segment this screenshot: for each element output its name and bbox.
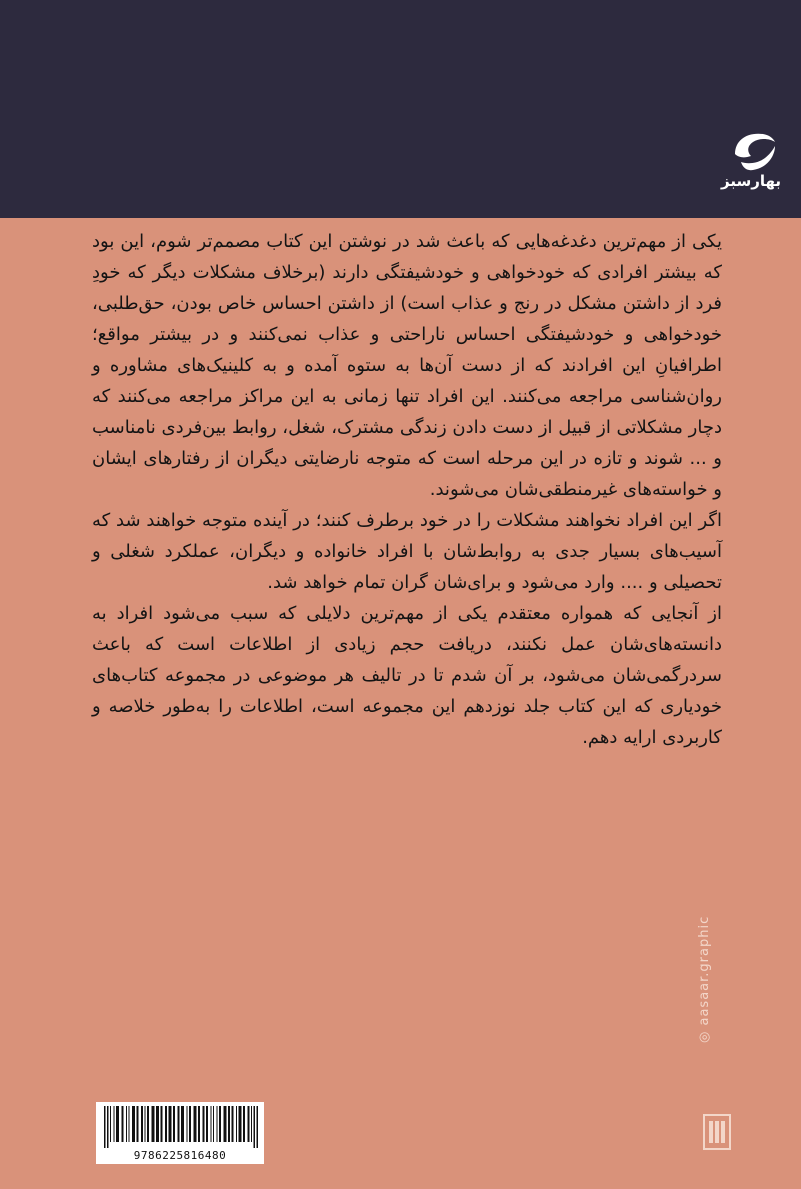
studio-logo-icon <box>702 1113 732 1151</box>
barcode-bar <box>206 1106 208 1142</box>
barcode-bar <box>169 1106 172 1142</box>
barcode-bar <box>198 1106 200 1142</box>
barcode-bar <box>254 1106 256 1148</box>
barcode-bar <box>224 1106 227 1142</box>
barcode-bar <box>213 1106 214 1142</box>
designer-credit <box>697 916 712 1043</box>
barcode-bar <box>251 1106 252 1142</box>
barcode-bar <box>203 1106 205 1142</box>
barcode-digits: 9786225816480 <box>133 1149 227 1162</box>
publisher-logo <box>715 128 787 198</box>
instagram-icon: ◎ <box>697 1025 712 1043</box>
paragraph-1: یکی از مهم‌ترین دغدغه‌هایی که باعث شد در نوشتن این کتاب مصمم‌تر شوم، این بود که بیشتر افرادی که خودخواهی و خودشیفتگی دارند (برخلاف مشکلات دیگر که خودِ فرد از داشتن مشکل در رنج و عذاب است) از داشتن احساس خاص بودن، حق‌طلبی، خودخواهی و خودشیفتگی احساس ناراحتی و عذاب نمی‌کنند و در بیشتر مواقع؛ اطرافیانِ این افرادند که از دست آن‌ها به ستوه آمده و به کلینیک‌های مشاوره و روان‌شناسی مراجعه می‌کنند. این افراد تنها زمانی به این مراکز مراجعه می‌کنند که دچار مشکلاتی از قبیل از دست دادن زندگی مشترک، شغل، روابط بین‌فردی نامناسب و ... شوند و تازه در این مرحله است که متوجه نارضایتی دیگران از رفتارهای ایشان و خواسته‌های غیرمنطقی‌شان می‌شوند. <box>92 231 722 500</box>
barcode-bar <box>217 1106 218 1142</box>
barcode-bar <box>165 1106 167 1142</box>
barcode-bar <box>248 1106 250 1142</box>
barcode-bar <box>161 1106 163 1142</box>
barcode-bar <box>137 1106 139 1142</box>
barcode-bars <box>96 1102 264 1148</box>
barcode-bar <box>189 1106 191 1142</box>
barcode-bar <box>232 1106 234 1142</box>
barcode-bar <box>239 1106 242 1142</box>
publisher-name: بهارسبز <box>720 172 781 190</box>
barcode-bar <box>236 1106 237 1142</box>
barcode-bar <box>173 1106 175 1142</box>
barcode-bar <box>178 1106 180 1142</box>
isbn-barcode <box>96 1102 264 1164</box>
barcode-bar <box>194 1106 197 1142</box>
barcode-bar <box>129 1106 130 1142</box>
barcode-bar <box>152 1106 155 1142</box>
paragraph-2: اگر این افراد نخواهند مشکلات را در خود برطرف کنند؛ در آینده متوجه خواهند شد که آسیب‌های بسیار جدی به روابط‌شان با افراد خانواده و دیگران، عملکرد شغلی و تحصیلی و .... وارد می‌شود و برای‌شان گران تمام خواهد شد. <box>92 510 722 593</box>
barcode-bar <box>126 1106 127 1142</box>
barcode-bar <box>228 1106 230 1142</box>
barcode-bar <box>116 1106 119 1142</box>
top-band <box>0 0 801 218</box>
barcode-bar <box>107 1106 109 1148</box>
barcode-bar <box>211 1106 212 1142</box>
barcode-bar <box>110 1106 111 1142</box>
paragraph-3: از آنجایی که همواره معتقدم یکی از مهم‌ترین دلایلی که سبب می‌شود افراد به دانسته‌های‌شان عمل نکنند، دریافت حجم زیادی از اطلاعات است که باعث سردرگمی‌شان می‌شود، بر آن شدم تا در تالیف هر موضوعی در مجموعه کتاب‌های خودیاری که این کتاب جلد نوزدهم این مجموعه است، اطلاعات را به‌طور خلاصه و کاربردی ارایه دهم. <box>92 603 722 748</box>
barcode-bar <box>141 1106 143 1142</box>
barcode-bar <box>156 1106 159 1142</box>
barcode-bar <box>147 1106 149 1142</box>
back-cover-text <box>92 226 722 753</box>
barcode-bar <box>114 1106 115 1142</box>
barcode-bar <box>122 1106 124 1142</box>
barcode-bar <box>104 1106 106 1148</box>
barcode-bar <box>181 1106 184 1142</box>
publisher-logo-icon <box>721 128 781 172</box>
barcode-bar <box>257 1106 259 1148</box>
designer-handle: aasaar.graphic <box>697 915 712 1026</box>
barcode-bar <box>187 1106 188 1142</box>
barcode-bar <box>219 1106 221 1142</box>
barcode-bar <box>243 1106 245 1142</box>
barcode-bar <box>132 1106 135 1142</box>
barcode-bar <box>145 1106 146 1142</box>
